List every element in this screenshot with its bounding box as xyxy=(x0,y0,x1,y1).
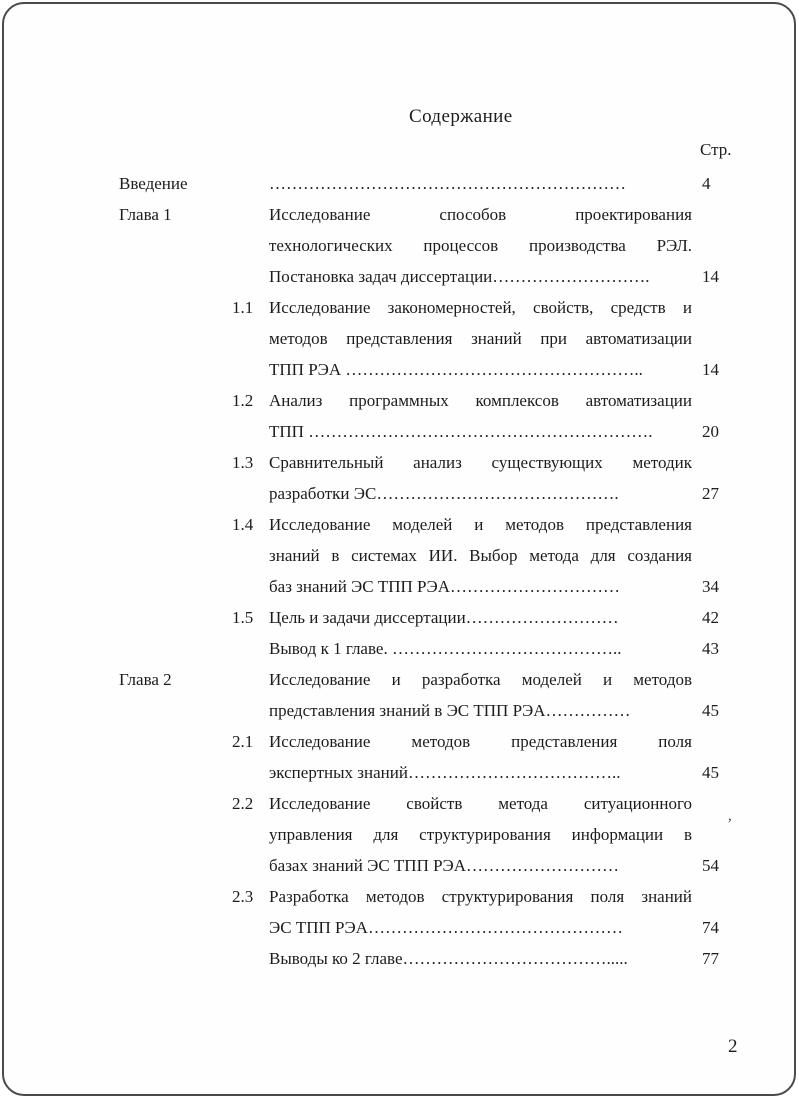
toc-entry-text xyxy=(269,199,692,292)
toc-line: ……………………………………………………… xyxy=(269,174,626,193)
toc-entry-page: 54 xyxy=(702,856,719,875)
toc-line: разработки ЭС……………………………………. xyxy=(269,484,619,503)
toc-entry-text xyxy=(269,943,692,974)
toc-line: технологических процессов производства РЭЛ. xyxy=(269,236,692,255)
toc-line: Анализ программных комплексов автоматизации xyxy=(269,391,692,410)
toc-entry-text xyxy=(269,168,692,199)
toc-entry-text xyxy=(269,881,692,943)
toc-entry xyxy=(119,633,740,664)
toc-line: управления для структурирования информации в xyxy=(269,825,692,844)
toc-entry-number: 2.2 xyxy=(232,794,254,813)
toc-entry-text xyxy=(269,633,692,664)
toc-entry-chapter-label: Введение xyxy=(119,174,188,193)
toc-entry-chapter-label: Глава 2 xyxy=(119,670,172,689)
toc-entry-page: 42 xyxy=(702,608,719,627)
toc-line: экспертных знаний……………………………….. xyxy=(269,763,621,782)
toc-line: Постановка задач диссертации………………………. xyxy=(269,267,650,286)
toc-entry-text xyxy=(269,385,692,447)
toc-line: ТПП РЭА …………………………………………….. xyxy=(269,360,643,379)
toc-entry-page: 77 xyxy=(702,949,719,968)
toc-entry-page: 43 xyxy=(702,639,719,658)
toc-entry-text xyxy=(269,509,692,602)
toc-entry-page: 34 xyxy=(702,577,719,596)
toc-line: Разработка методов структурирования поля знаний xyxy=(269,887,692,906)
toc-entry xyxy=(119,664,740,726)
toc-entry-page: 20 xyxy=(702,422,719,441)
toc-line: Исследование свойств метода ситуационного xyxy=(269,794,692,813)
toc-line: Исследование методов представления поля xyxy=(269,732,692,751)
toc-line: ЭС ТПП РЭА……………………………………… xyxy=(269,918,623,937)
toc-entry-number: 2.1 xyxy=(232,732,254,751)
toc-line: Выводы ко 2 главе………………………………..... xyxy=(269,949,628,968)
toc-line: базах знаний ЭС ТПП РЭА……………………… xyxy=(269,856,620,875)
toc-line: ТПП ……………………………………………………. xyxy=(269,422,653,441)
toc-entry-number: 1.3 xyxy=(232,453,254,472)
toc-entry-page: 45 xyxy=(702,701,719,720)
toc-line: методов представления знаний при автоматизации xyxy=(269,329,692,348)
toc-entry-page: 14 xyxy=(702,267,719,286)
toc-entry-page: 14 xyxy=(702,360,719,379)
toc-line: Исследование закономерностей, свойств, средств и xyxy=(269,298,692,317)
scan-speck-artifact: , xyxy=(728,808,732,824)
toc-entry xyxy=(119,168,740,199)
toc-line: знаний в системах ИИ. Выбор метода для создания xyxy=(269,546,692,565)
toc-entry-page: 27 xyxy=(702,484,719,503)
toc-entry xyxy=(119,509,740,602)
toc-entry xyxy=(119,602,740,633)
toc-entry-number: 1.2 xyxy=(232,391,254,410)
toc-entry-text xyxy=(269,447,692,509)
toc-entry xyxy=(119,199,740,292)
toc-line: представления знаний в ЭС ТПП РЭА…………… xyxy=(269,701,631,720)
toc-entry xyxy=(119,881,740,943)
toc-entry-page: 74 xyxy=(702,918,719,937)
toc-entry-text xyxy=(269,664,692,726)
toc-entry xyxy=(119,726,740,788)
page-number: 2 xyxy=(728,1036,738,1057)
toc-entry-text xyxy=(269,602,692,633)
toc xyxy=(119,168,740,974)
toc-line: Исследование моделей и методов представления xyxy=(269,515,692,534)
toc-entry-text xyxy=(269,292,692,385)
toc-entry-number: 1.1 xyxy=(232,298,254,317)
toc-line: Исследование способов проектирования xyxy=(269,205,692,224)
page-title: Содержание xyxy=(409,106,513,127)
toc-entry-number: 2.3 xyxy=(232,887,254,906)
toc-entry xyxy=(119,385,740,447)
toc-line: баз знаний ЭС ТПП РЭА………………………… xyxy=(269,577,621,596)
document-page xyxy=(2,2,796,1096)
toc-entry xyxy=(119,943,740,974)
toc-line: Исследование и разработка моделей и методов xyxy=(269,670,692,689)
toc-entry-page: 45 xyxy=(702,763,719,782)
toc-line: Вывод к 1 главе. ………………………………….. xyxy=(269,639,622,658)
toc-entry-number: 1.5 xyxy=(232,608,254,627)
toc-line: Сравнительный анализ существующих методик xyxy=(269,453,692,472)
toc-entry-text xyxy=(269,726,692,788)
toc-entry xyxy=(119,292,740,385)
toc-entry xyxy=(119,788,740,881)
toc-entry-text xyxy=(269,788,692,881)
toc-entry-chapter-label: Глава 1 xyxy=(119,205,172,224)
toc-entry-number: 1.4 xyxy=(232,515,254,534)
page-column-header: Стр. xyxy=(700,140,732,159)
toc-line: Цель и задачи диссертации……………………… xyxy=(269,608,619,627)
toc-entry-page: 4 xyxy=(702,174,711,193)
toc-entry xyxy=(119,447,740,509)
